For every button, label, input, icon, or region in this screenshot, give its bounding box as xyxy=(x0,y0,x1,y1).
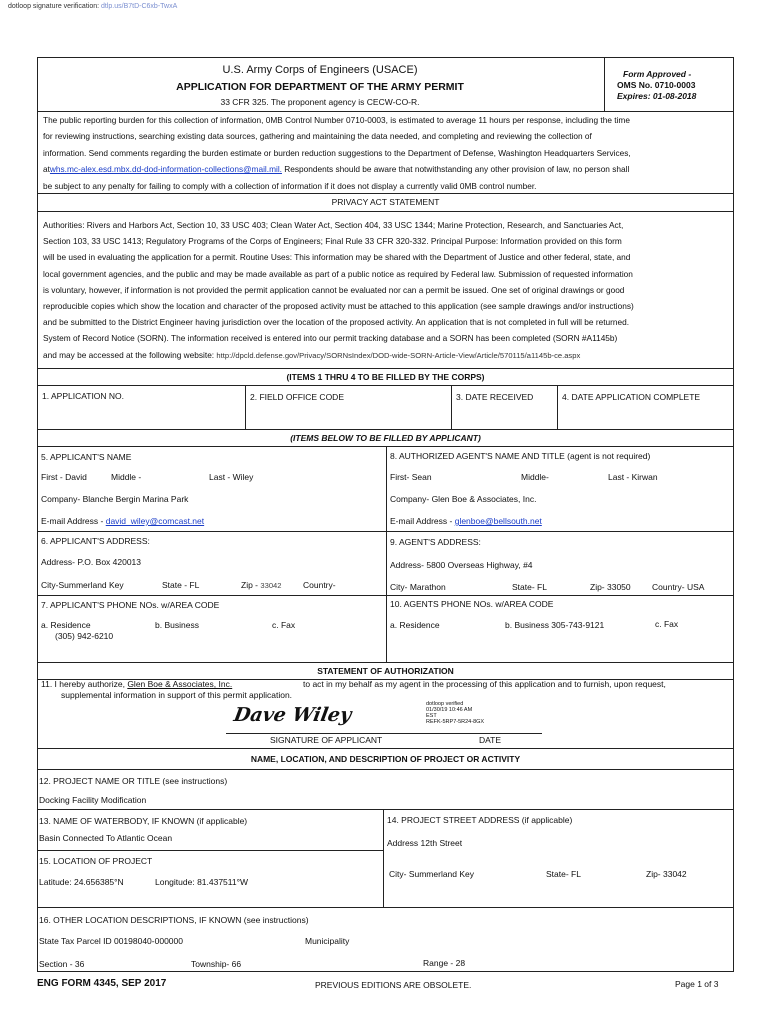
agent-address-label: 9. AGENT'S ADDRESS: xyxy=(390,537,481,547)
street-address-label: 14. PROJECT STREET ADDRESS (if applicable) xyxy=(387,815,573,825)
divider xyxy=(37,531,734,532)
verification-line xyxy=(8,3,177,10)
project-name-value[interactable]: Docking Facility Modification xyxy=(39,795,147,805)
privacy-line: and may be accessed at the following website: xyxy=(43,349,217,360)
applicant-first-name[interactable]: First - David xyxy=(41,472,87,482)
applicant-business-phone[interactable]: b. Business xyxy=(155,620,199,630)
expires-date: Expires: 01-08-2018 xyxy=(617,91,697,101)
agent-email-row xyxy=(390,516,542,527)
field-office-code-field[interactable]: 2. FIELD OFFICE CODE xyxy=(250,392,344,402)
privacy-line: Authorities: Rivers and Harbors Act, Section 10, 33 USC 403; Clean Water Act, Section 404, 33 USC 1344; Marine Protection, Research, and Sanctuaries Act, xyxy=(43,220,624,230)
divider xyxy=(451,385,452,429)
divider xyxy=(37,595,734,596)
agent-name-label: 8. AUTHORIZED AGENT'S NAME AND TITLE (agent is not required) xyxy=(390,451,651,461)
latitude-value[interactable]: Latitude: 24.656385°N xyxy=(39,877,124,887)
burden-line: be subject to any penalty for failing to comply with a collection of information if it does not display a currently valid 0MB control number. xyxy=(43,180,537,191)
verification-link[interactable]: dtlp.us/B7tD-C6xb-TwxA xyxy=(101,3,178,10)
divider xyxy=(37,211,734,212)
agent-phone-label: 10. AGENTS PHONE NOs. w/AREA CODE xyxy=(390,599,554,609)
form-title: APPLICATION FOR DEPARTMENT OF THE ARMY PERMIT xyxy=(176,81,464,93)
waterbody-label: 13. NAME OF WATERBODY, IF KNOWN (if applicable) xyxy=(39,816,248,826)
signature-line xyxy=(226,733,542,734)
divider xyxy=(245,385,246,429)
form-approved: Form Approved - xyxy=(623,69,692,79)
divider xyxy=(557,385,558,429)
privacy-line: local government agencies, and the public and may be made available as part of a public notice as required by Federal law. Submission of requested information xyxy=(43,268,633,279)
divider xyxy=(37,385,734,386)
burden-line: The public reporting burden for this collection of information, 0MB Control Number 0710-0003, is estimated to average 11 hours per response, including the time xyxy=(43,115,630,125)
applicant-city[interactable]: City-Summerland Key xyxy=(41,580,124,590)
divider xyxy=(37,748,734,749)
agent-first-name[interactable]: First- Sean xyxy=(390,472,432,482)
agent-middle-name[interactable]: Middle- xyxy=(521,472,549,482)
burden-line: Respondents should be aware that notwithstanding any other provision of law, no person shall xyxy=(281,164,630,175)
divider xyxy=(37,809,734,810)
authorized-agent-name[interactable]: Glen Boe & Associates, Inc. xyxy=(127,679,233,689)
form-number: ENG FORM 4345, SEP 2017 xyxy=(37,978,167,989)
agency-name: U.S. Army Corps of Engineers (USACE) xyxy=(222,64,418,76)
divider xyxy=(37,429,734,430)
agent-state[interactable]: State- FL xyxy=(512,582,547,592)
applicant-zip-row[interactable] xyxy=(241,580,282,591)
divider xyxy=(37,662,734,663)
applicant-company[interactable]: Company- Blanche Bergin Marina Park xyxy=(41,494,189,504)
divider xyxy=(37,769,734,770)
omb-number: OMS No. 0710-0003 xyxy=(617,80,696,90)
stamp-line: 01/30/19 10:46 AM xyxy=(426,707,473,713)
stamp-line: dotloop verified xyxy=(426,701,464,707)
privacy-line: will be used in evaluating the application for a permit. Routine Uses: This information may be shared with the Department of Justice and other federal, state, and xyxy=(43,252,631,263)
waterbody-value[interactable]: Basin Connected To Atlantic Ocean xyxy=(39,833,173,843)
form-subtitle: 33 CFR 325. The proponent agency is CECW-CO-R. xyxy=(220,97,420,107)
page-number: Page 1 of 3 xyxy=(675,979,719,989)
authorization-text: 11. I hereby authorize, xyxy=(41,679,128,689)
dotloop-verification-stamp xyxy=(426,701,484,725)
agent-address[interactable]: Address- 5800 Overseas Highway, #4 xyxy=(390,560,533,570)
project-location-label: 15. LOCATION OF PROJECT xyxy=(39,856,153,866)
applicant-address-label: 6. APPLICANT'S ADDRESS: xyxy=(41,536,150,546)
agent-zip[interactable]: Zip- 33050 xyxy=(590,582,631,592)
longitude-value[interactable]: Longitude: 81.437511°W xyxy=(155,877,249,887)
applicant-middle-name[interactable]: Middle - xyxy=(111,472,142,482)
privacy-statement xyxy=(43,217,733,364)
burden-line: information. Send comments regarding the burden estimate or burden reduction suggestions to the Department of Defense, Washington Headquarters Services, xyxy=(43,147,631,158)
project-zip[interactable]: Zip- 33042 xyxy=(646,869,687,879)
date-received-field[interactable]: 3. DATE RECEIVED xyxy=(456,392,534,402)
project-city[interactable]: City- Summerland Key xyxy=(389,869,475,879)
authorization-line-2: supplemental information in support of this permit application. xyxy=(61,690,293,700)
applicant-address[interactable]: Address- P.O. Box 420013 xyxy=(41,557,142,567)
signature-label: SIGNATURE OF APPLICANT xyxy=(270,735,383,745)
obsolete-notice: PREVIOUS EDITIONS ARE OBSOLETE. xyxy=(315,980,472,990)
privacy-line: System of Record Notice (SORN). The information received is entered into our permit tracking database and a SORN has been completed (SORN #A1145b) xyxy=(43,333,618,344)
authorization-text: to act in my behalf as my agent in the processing of this application and to furnish, upon request, xyxy=(303,679,666,689)
agent-company[interactable]: Company- Glen Boe & Associates, Inc. xyxy=(390,494,537,504)
divider xyxy=(37,368,734,369)
project-heading: NAME, LOCATION, AND DESCRIPTION OF PROJECT OR ACTIVITY xyxy=(250,754,521,764)
stamp-line: REFK-5RP7-5R24-8GX xyxy=(426,719,485,725)
applicant-zip: 33042 xyxy=(260,581,282,590)
divider xyxy=(37,193,734,194)
agent-city[interactable]: City- Marathon xyxy=(390,582,446,592)
agent-country[interactable]: Country- USA xyxy=(652,582,705,592)
privacy-heading: PRIVACY ACT STATEMENT xyxy=(331,197,440,207)
applicant-residence-phone[interactable]: (305) 942-6210 xyxy=(55,631,114,641)
email-label: E-mail Address - xyxy=(41,516,106,526)
authorization-line-1 xyxy=(41,679,232,690)
applicant-heading: (ITEMS BELOW TO BE FILLED BY APPLICANT) xyxy=(290,433,481,443)
other-location-label: 16. OTHER LOCATION DESCRIPTIONS, IF KNOWN (see instructions) xyxy=(39,915,309,925)
applicant-email-row xyxy=(41,516,204,527)
municipality[interactable]: Municipality xyxy=(305,936,350,946)
zip-label: Zip - xyxy=(241,580,261,590)
project-state[interactable]: State- FL xyxy=(546,869,581,879)
date-label: DATE xyxy=(479,735,502,745)
agent-fax[interactable]: c. Fax xyxy=(655,619,679,629)
applicant-name-label: 5. APPLICANT'S NAME xyxy=(41,452,132,462)
date-complete-field[interactable]: 4. DATE APPLICATION COMPLETE xyxy=(562,392,701,402)
applicant-email-link[interactable]: david_wiley@comcast.net xyxy=(105,516,205,526)
privacy-line: is voluntary, however, if information is not provided the permit application cannot be evaluated nor can a permit be issued. One set of original drawings or good xyxy=(43,284,625,295)
street-address-value[interactable]: Address 12th Street xyxy=(387,838,463,848)
agent-business-phone[interactable]: b. Business 305-743-9121 xyxy=(505,620,605,630)
header-divider xyxy=(604,57,605,111)
applicant-state[interactable]: State - FL xyxy=(162,580,200,590)
divider xyxy=(386,446,387,662)
divider xyxy=(37,850,383,851)
applicant-residence-label: a. Residence xyxy=(41,620,91,630)
divider xyxy=(37,907,734,908)
burden-line: for reviewing instructions, searching existing data sources, gathering and maintaining the data needed, and completing and reviewing the collection of xyxy=(43,131,592,142)
agent-email-link[interactable]: glenboe@bellsouth.net xyxy=(454,516,542,526)
range-value[interactable]: Range - 28 xyxy=(423,958,466,968)
section-value[interactable]: Section - 36 xyxy=(39,959,85,969)
authorization-heading: STATEMENT OF AUTHORIZATION xyxy=(317,666,454,676)
divider xyxy=(383,809,384,907)
applicant-fax[interactable]: c. Fax xyxy=(272,620,296,630)
applicant-phone-label: 7. APPLICANT'S PHONE NOs. w/AREA CODE xyxy=(41,600,220,610)
burden-line: at xyxy=(43,164,50,175)
corps-heading: (ITEMS 1 THRU 4 TO BE FILLED BY THE CORPS) xyxy=(286,372,485,382)
project-name-label: 12. PROJECT NAME OR TITLE (see instructions) xyxy=(39,776,228,786)
email-label: E-mail Address - xyxy=(390,516,455,526)
privacy-line: and be submitted to the District Engineer having jurisdiction over the location of the proposed activity. An application that is not completed in full will be returned. xyxy=(43,317,630,328)
applicant-country[interactable]: Country- xyxy=(303,580,336,590)
stamp-line: EST xyxy=(426,713,437,719)
applicant-last-name[interactable]: Last - Wiley xyxy=(209,472,254,482)
privacy-line: reproducible copies which show the location and character of the proposed activity must be attached to this application (see sample drawings and/or instructions) xyxy=(43,301,634,312)
burden-email-link[interactable]: whs.mc-alex.esd.mbx.dd-dod-information-collections@mail.mil. xyxy=(49,164,282,175)
tax-parcel-id[interactable]: State Tax Parcel ID 00198040-000000 xyxy=(39,936,183,946)
applicant-signature[interactable]: Dave Wiley xyxy=(232,704,354,726)
verification-label: dotloop signature verification: xyxy=(8,3,100,10)
application-no-field[interactable]: 1. APPLICATION NO. xyxy=(42,391,125,401)
agent-residence-phone[interactable]: a. Residence xyxy=(390,620,440,630)
sorn-url[interactable]: http://dpcld.defense.gov/Privacy/SORNsIndex/DOD-wide-SORN-Article-View/Article/570115/a1145b-ce.aspx xyxy=(216,350,581,360)
agent-last-name[interactable]: Last - Kirwan xyxy=(608,472,658,482)
privacy-line: Section 103, 33 USC 1413; Regulatory Programs of the Corps of Engineers; Final Rule 33 CFR 320-332. Principal Purpose: Information provided on this form xyxy=(43,236,622,247)
burden-statement xyxy=(43,112,733,194)
township-value[interactable]: Township- 66 xyxy=(191,959,242,969)
